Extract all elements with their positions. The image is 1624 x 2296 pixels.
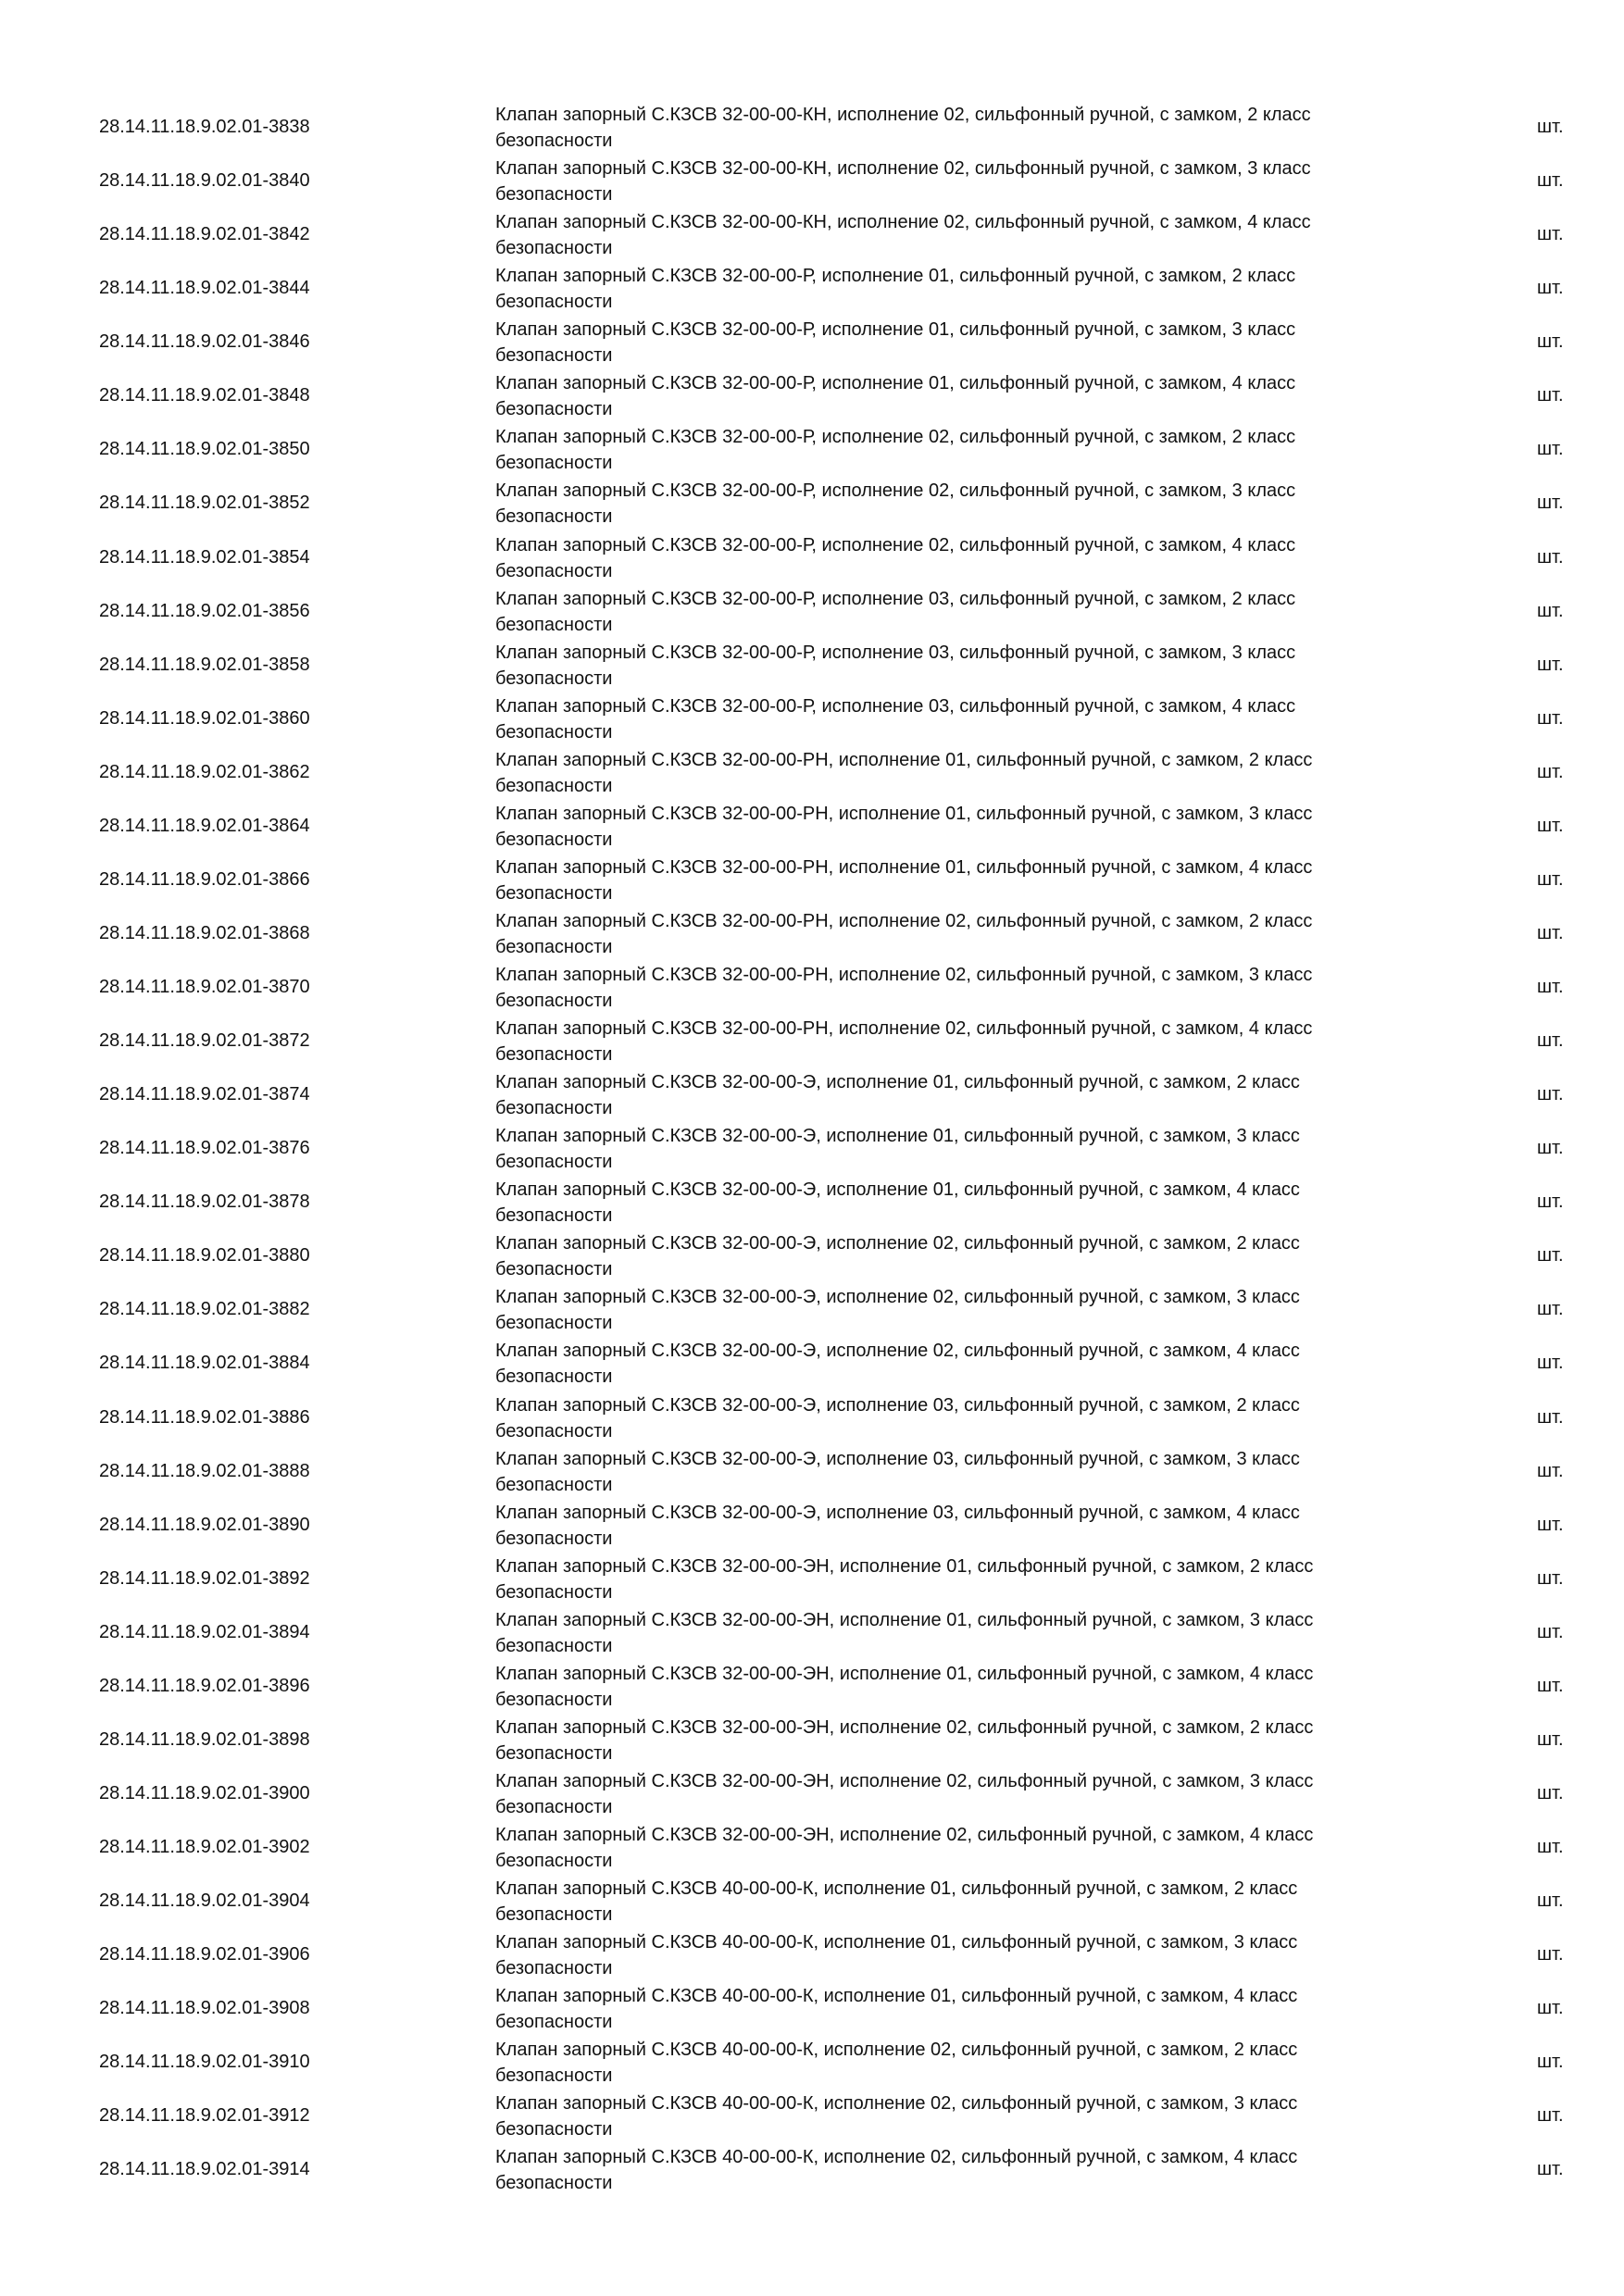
resource-description [495, 2037, 1421, 2089]
resource-description [495, 962, 1421, 1014]
description-line-1: Клапан запорный С.КЗСВ 32-00-00-КН, исполнение 02, сильфонный ручной, с замком, 4 класс [495, 212, 1311, 233]
table-row [0, 1874, 1624, 1928]
unit-of-measure: шт. [1537, 1460, 1564, 1481]
description-line-1: Клапан запорный С.КЗСВ 40-00-00-К, исполнение 02, сильфонный ручной, с замком, 4 класс [495, 2147, 1298, 2168]
unit-of-measure: шт. [1537, 493, 1564, 514]
table-row [0, 476, 1624, 530]
unit-of-measure: шт. [1537, 1514, 1564, 1535]
unit-of-measure: шт. [1537, 1406, 1564, 1428]
description-line-2: безопасности [495, 1742, 613, 1764]
description-line-1: Клапан запорный С.КЗСВ 32-00-00-РН, исполнение 01, сильфонный ручной, с замком, 3 класс [495, 803, 1313, 824]
unit-of-measure: шт. [1537, 1837, 1564, 1857]
table-row [0, 1713, 1624, 1766]
description-line-1: Клапан запорный С.КЗСВ 32-00-00-Э, исполнение 03, сильфонный ручной, с замком, 3 класс [495, 1448, 1300, 1469]
table-row [0, 1444, 1624, 1498]
table-row [0, 1928, 1624, 1981]
table-row [0, 154, 1624, 207]
unit-of-measure: шт. [1537, 707, 1564, 729]
description-line-2: безопасности [495, 1259, 613, 1280]
description-line-2: безопасности [495, 882, 613, 904]
resource-description [495, 1768, 1421, 1820]
description-line-2: безопасности [495, 775, 613, 796]
resource-code: 28.14.11.18.9.02.01-3886 [99, 1406, 310, 1428]
resource-code: 28.14.11.18.9.02.01-3868 [99, 922, 310, 943]
unit-of-measure: шт. [1537, 1030, 1564, 1052]
resource-description [495, 2144, 1421, 2196]
resource-description [495, 801, 1421, 853]
resource-description [495, 2090, 1421, 2142]
description-line-1: Клапан запорный С.КЗСВ 32-00-00-Э, исполнение 02, сильфонный ручной, с замком, 2 класс [495, 1233, 1300, 1254]
table-row [0, 745, 1624, 799]
table-row [0, 1121, 1624, 1175]
unit-of-measure: шт. [1537, 1299, 1564, 1320]
unit-of-measure: шт. [1537, 385, 1564, 406]
description-line-2: безопасности [495, 1904, 613, 1926]
resource-description [495, 370, 1421, 422]
resource-code: 28.14.11.18.9.02.01-3900 [99, 1782, 310, 1803]
resource-code: 28.14.11.18.9.02.01-3906 [99, 1944, 310, 1965]
resource-description [495, 102, 1421, 154]
resource-description [495, 1392, 1421, 1444]
description-line-2: безопасности [495, 614, 613, 635]
resource-code: 28.14.11.18.9.02.01-3914 [99, 2159, 310, 2180]
resource-description [495, 1500, 1421, 1552]
table-row [0, 1229, 1624, 1282]
description-line-1: Клапан запорный С.КЗСВ 32-00-00-Э, исполнение 03, сильфонный ручной, с замком, 4 класс [495, 1502, 1300, 1523]
resource-description [495, 1230, 1421, 1282]
unit-of-measure: шт. [1537, 1621, 1564, 1642]
description-line-1: Клапан запорный С.КЗСВ 32-00-00-Э, исполнение 01, сильфонный ручной, с замком, 4 класс [495, 1179, 1300, 1201]
description-line-2: безопасности [495, 2119, 613, 2140]
resource-code: 28.14.11.18.9.02.01-3882 [99, 1299, 310, 1320]
table-row [0, 584, 1624, 638]
resource-code: 28.14.11.18.9.02.01-3852 [99, 493, 310, 514]
resource-description [495, 1069, 1421, 1121]
resource-code: 28.14.11.18.9.02.01-3838 [99, 117, 310, 137]
description-line-2: безопасности [495, 2012, 613, 2033]
unit-of-measure: шт. [1537, 815, 1564, 836]
table-row [0, 906, 1624, 960]
table-row [0, 1605, 1624, 1659]
resource-description [495, 317, 1421, 368]
description-line-2: безопасности [495, 1958, 613, 1979]
description-line-1: Клапан запорный С.КЗСВ 32-00-00-КН, исполнение 02, сильфонный ручной, с замком, 3 класс [495, 158, 1311, 180]
unit-of-measure: шт. [1537, 1728, 1564, 1750]
resource-description [495, 747, 1421, 799]
table-row [0, 853, 1624, 906]
unit-of-measure: шт. [1537, 331, 1564, 353]
description-line-2: безопасности [495, 399, 613, 420]
unit-of-measure: шт. [1537, 2159, 1564, 2180]
resource-code: 28.14.11.18.9.02.01-3840 [99, 170, 310, 192]
unit-of-measure: шт. [1537, 600, 1564, 621]
resource-code: 28.14.11.18.9.02.01-3858 [99, 654, 310, 675]
description-line-1: Клапан запорный С.КЗСВ 32-00-00-ЭН, исполнение 02, сильфонный ручной, с замком, 4 класс [495, 1825, 1314, 1845]
resource-description [495, 1607, 1421, 1659]
description-line-1: Клапан запорный С.КЗСВ 32-00-00-ЭН, исполнение 01, сильфонный ручной, с замком, 2 класс [495, 1555, 1314, 1577]
unit-of-measure: шт. [1537, 117, 1564, 137]
description-line-1: Клапан запорный С.КЗСВ 32-00-00-Э, исполнение 01, сильфонный ручной, с замком, 3 класс [495, 1126, 1300, 1147]
description-line-1: Клапан запорный С.КЗСВ 32-00-00-Э, исполнение 02, сильфонный ручной, с замком, 4 класс [495, 1341, 1300, 1362]
unit-of-measure: шт. [1537, 170, 1564, 192]
table-row [0, 422, 1624, 476]
table-row [0, 1552, 1624, 1605]
description-line-2: безопасности [495, 1851, 613, 1871]
table-row [0, 1766, 1624, 1820]
description-line-1: Клапан запорный С.КЗСВ 32-00-00-Р, исполнение 01, сильфонный ручной, с замком, 4 класс [495, 373, 1296, 394]
description-line-1: Клапан запорный С.КЗСВ 32-00-00-Р, исполнение 02, сильфонный ручной, с замком, 2 класс [495, 427, 1296, 448]
description-line-1: Клапан запорный С.КЗСВ 32-00-00-ЭН, исполнение 02, сильфонный ручной, с замком, 3 класс [495, 1770, 1314, 1791]
table-row [0, 1498, 1624, 1552]
resource-description [495, 1446, 1421, 1498]
description-line-1: Клапан запорный С.КЗСВ 32-00-00-РН, исполнение 01, сильфонный ручной, с замком, 4 класс [495, 856, 1313, 878]
resource-description [495, 1338, 1421, 1390]
description-line-1: Клапан запорный С.КЗСВ 32-00-00-Э, исполнение 01, сильфонный ручной, с замком, 2 класс [495, 1072, 1300, 1093]
resource-code: 28.14.11.18.9.02.01-3884 [99, 1353, 310, 1374]
description-line-1: Клапан запорный С.КЗСВ 40-00-00-К, исполнение 01, сильфонный ручной, с замком, 4 класс [495, 1986, 1298, 2007]
description-line-2: безопасности [495, 560, 613, 581]
description-line-1: Клапан запорный С.КЗСВ 32-00-00-КН, исполнение 02, сильфонный ручной, с замком, 2 класс [495, 105, 1311, 125]
resource-code: 28.14.11.18.9.02.01-3898 [99, 1728, 310, 1750]
unit-of-measure: шт. [1537, 224, 1564, 245]
table-row [0, 1282, 1624, 1336]
resource-description [495, 1661, 1421, 1713]
unit-of-measure: шт. [1537, 2105, 1564, 2127]
description-line-2: безопасности [495, 668, 613, 689]
unit-of-measure: шт. [1537, 439, 1564, 460]
unit-of-measure: шт. [1537, 1944, 1564, 1965]
table-row [0, 692, 1624, 745]
description-line-2: безопасности [495, 1044, 613, 1066]
table-row [0, 2089, 1624, 2142]
resource-code: 28.14.11.18.9.02.01-3872 [99, 1030, 310, 1052]
description-line-1: Клапан запорный С.КЗСВ 32-00-00-Э, исполнение 02, сильфонный ручной, с замком, 3 класс [495, 1287, 1300, 1308]
resource-description [495, 640, 1421, 692]
description-line-2: безопасности [495, 1152, 613, 1173]
resource-description [495, 1123, 1421, 1175]
unit-of-measure: шт. [1537, 654, 1564, 675]
resource-description [495, 1715, 1421, 1766]
resource-code: 28.14.11.18.9.02.01-3908 [99, 1998, 310, 2019]
resource-description [495, 263, 1421, 315]
resource-code: 28.14.11.18.9.02.01-3870 [99, 977, 310, 997]
unit-of-measure: шт. [1537, 977, 1564, 997]
description-line-2: безопасности [495, 238, 613, 259]
table-row [0, 368, 1624, 422]
resource-code: 28.14.11.18.9.02.01-3874 [99, 1084, 310, 1105]
description-line-2: безопасности [495, 1205, 613, 1227]
unit-of-measure: шт. [1537, 1245, 1564, 1267]
resource-code: 28.14.11.18.9.02.01-3878 [99, 1192, 310, 1213]
resource-code: 28.14.11.18.9.02.01-3862 [99, 761, 310, 782]
resource-description [495, 1822, 1421, 1874]
description-line-2: безопасности [495, 1635, 613, 1656]
unit-of-measure: шт. [1537, 1084, 1564, 1105]
description-line-1: Клапан запорный С.КЗСВ 32-00-00-ЭН, исполнение 01, сильфонный ручной, с замком, 4 класс [495, 1663, 1314, 1684]
description-line-2: безопасности [495, 1689, 613, 1710]
unit-of-measure: шт. [1537, 1192, 1564, 1213]
resource-description [495, 156, 1421, 207]
resource-code: 28.14.11.18.9.02.01-3842 [99, 224, 310, 245]
description-line-2: безопасности [495, 936, 613, 957]
description-line-2: безопасности [495, 721, 613, 742]
unit-of-measure: шт. [1537, 1890, 1564, 1912]
description-line-1: Клапан запорный С.КЗСВ 32-00-00-РН, исполнение 01, сильфонный ручной, с замком, 2 класс [495, 749, 1313, 770]
resource-code: 28.14.11.18.9.02.01-3890 [99, 1514, 310, 1535]
table-row [0, 1981, 1624, 2035]
table-row [0, 1014, 1624, 1067]
resource-code: 28.14.11.18.9.02.01-3848 [99, 385, 310, 406]
description-line-2: безопасности [495, 1796, 613, 1817]
resource-description [495, 908, 1421, 960]
table-row [0, 100, 1624, 154]
resource-description [495, 855, 1421, 906]
resource-code: 28.14.11.18.9.02.01-3880 [99, 1245, 310, 1267]
resource-code: 28.14.11.18.9.02.01-3894 [99, 1621, 310, 1642]
description-line-2: безопасности [495, 829, 613, 850]
description-line-2: безопасности [495, 345, 613, 367]
resource-code: 28.14.11.18.9.02.01-3860 [99, 707, 310, 729]
resource-code: 28.14.11.18.9.02.01-3892 [99, 1567, 310, 1589]
resource-code: 28.14.11.18.9.02.01-3850 [99, 439, 310, 460]
resource-description [495, 1983, 1421, 2035]
description-line-1: Клапан запорный С.КЗСВ 32-00-00-ЭН, исполнение 01, сильфонный ручной, с замком, 3 класс [495, 1609, 1314, 1630]
resource-code: 28.14.11.18.9.02.01-3902 [99, 1837, 310, 1857]
description-line-1: Клапан запорный С.КЗСВ 32-00-00-РН, исполнение 02, сильфонный ручной, с замком, 4 класс [495, 1018, 1313, 1040]
resource-code: 28.14.11.18.9.02.01-3866 [99, 868, 310, 890]
description-line-1: Клапан запорный С.КЗСВ 40-00-00-К, исполнение 01, сильфонный ручной, с замком, 3 класс [495, 1932, 1298, 1953]
table-row [0, 1336, 1624, 1390]
description-line-1: Клапан запорный С.КЗСВ 32-00-00-Р, исполнение 02, сильфонный ручной, с замком, 4 класс [495, 534, 1296, 555]
description-line-2: безопасности [495, 991, 613, 1011]
description-line-2: безопасности [495, 1420, 613, 1441]
description-line-2: безопасности [495, 1581, 613, 1603]
description-line-1: Клапан запорный С.КЗСВ 40-00-00-К, исполнение 02, сильфонный ручной, с замком, 2 класс [495, 2040, 1298, 2061]
resource-description [495, 1177, 1421, 1229]
resource-description [495, 478, 1421, 530]
description-line-1: Клапан запорный С.КЗСВ 32-00-00-Р, исполнение 03, сильфонный ручной, с замком, 3 класс [495, 642, 1296, 663]
description-line-2: безопасности [495, 453, 613, 474]
unit-of-measure: шт. [1537, 278, 1564, 299]
unit-of-measure: шт. [1537, 546, 1564, 568]
resource-code: 28.14.11.18.9.02.01-3888 [99, 1460, 310, 1481]
resource-description [495, 209, 1421, 261]
description-line-2: безопасности [495, 2065, 613, 2087]
description-line-2: безопасности [495, 1098, 613, 1119]
table-row [0, 960, 1624, 1014]
unit-of-measure: шт. [1537, 922, 1564, 943]
resource-code: 28.14.11.18.9.02.01-3896 [99, 1675, 310, 1696]
unit-of-measure: шт. [1537, 1353, 1564, 1374]
resource-code: 28.14.11.18.9.02.01-3864 [99, 815, 310, 836]
resource-description [495, 532, 1421, 584]
table-row [0, 207, 1624, 261]
description-line-2: безопасности [495, 292, 613, 313]
unit-of-measure: шт. [1537, 1998, 1564, 2019]
price-list-table [0, 100, 1624, 2196]
description-line-1: Клапан запорный С.КЗСВ 32-00-00-ЭН, исполнение 02, сильфонный ручной, с замком, 2 класс [495, 1716, 1314, 1738]
description-line-1: Клапан запорный С.КЗСВ 40-00-00-К, исполнение 01, сильфонный ручной, с замком, 2 класс [495, 1878, 1298, 1900]
resource-code: 28.14.11.18.9.02.01-3854 [99, 546, 310, 568]
description-line-2: безопасности [495, 2173, 613, 2194]
resource-description [495, 586, 1421, 638]
table-row [0, 530, 1624, 584]
description-line-2: безопасности [495, 184, 613, 206]
resource-code: 28.14.11.18.9.02.01-3904 [99, 1890, 310, 1912]
resource-description [495, 424, 1421, 476]
unit-of-measure: шт. [1537, 1567, 1564, 1589]
table-row [0, 1820, 1624, 1874]
description-line-1: Клапан запорный С.КЗСВ 32-00-00-Р, исполнение 01, сильфонный ручной, с замком, 3 класс [495, 319, 1296, 341]
table-row [0, 315, 1624, 368]
table-row [0, 638, 1624, 692]
table-row [0, 261, 1624, 315]
unit-of-measure: шт. [1537, 2052, 1564, 2073]
table-row [0, 1067, 1624, 1121]
table-row [0, 2035, 1624, 2089]
table-row [0, 799, 1624, 853]
description-line-2: безопасности [495, 1474, 613, 1495]
resource-code: 28.14.11.18.9.02.01-3910 [99, 2052, 310, 2073]
description-line-2: безопасности [495, 1366, 613, 1388]
description-line-2: безопасности [495, 506, 613, 528]
resource-description [495, 693, 1421, 745]
resource-description [495, 1284, 1421, 1336]
resource-description [495, 1876, 1421, 1928]
description-line-1: Клапан запорный С.КЗСВ 32-00-00-Р, исполнение 03, сильфонный ручной, с замком, 4 класс [495, 695, 1296, 717]
resource-code: 28.14.11.18.9.02.01-3876 [99, 1138, 310, 1159]
description-line-2: безопасности [495, 1528, 613, 1549]
table-row [0, 1175, 1624, 1229]
resource-code: 28.14.11.18.9.02.01-3856 [99, 600, 310, 621]
table-row [0, 1659, 1624, 1713]
table-row [0, 1391, 1624, 1444]
resource-description [495, 1929, 1421, 1981]
unit-of-measure: шт. [1537, 1675, 1564, 1696]
description-line-1: Клапан запорный С.КЗСВ 32-00-00-Э, исполнение 03, сильфонный ручной, с замком, 2 класс [495, 1394, 1300, 1416]
resource-code: 28.14.11.18.9.02.01-3846 [99, 331, 310, 353]
description-line-2: безопасности [495, 131, 613, 151]
description-line-1: Клапан запорный С.КЗСВ 32-00-00-Р, исполнение 01, сильфонный ручной, с замком, 2 класс [495, 266, 1296, 287]
unit-of-measure: шт. [1537, 1138, 1564, 1159]
unit-of-measure: шт. [1537, 1782, 1564, 1803]
resource-code: 28.14.11.18.9.02.01-3844 [99, 278, 310, 299]
resource-code: 28.14.11.18.9.02.01-3912 [99, 2105, 310, 2127]
resource-description [495, 1016, 1421, 1067]
resource-description [495, 1554, 1421, 1605]
description-line-1: Клапан запорный С.КЗСВ 32-00-00-Р, исполнение 02, сильфонный ручной, с замком, 3 класс [495, 480, 1296, 502]
description-line-1: Клапан запорный С.КЗСВ 32-00-00-РН, исполнение 02, сильфонный ручной, с замком, 2 класс [495, 910, 1313, 931]
unit-of-measure: шт. [1537, 761, 1564, 782]
unit-of-measure: шт. [1537, 868, 1564, 890]
description-line-1: Клапан запорный С.КЗСВ 32-00-00-РН, исполнение 02, сильфонный ручной, с замком, 3 класс [495, 965, 1313, 985]
table-row [0, 2142, 1624, 2196]
description-line-1: Клапан запорный С.КЗСВ 32-00-00-Р, исполнение 03, сильфонный ручной, с замком, 2 класс [495, 588, 1296, 609]
description-line-2: безопасности [495, 1313, 613, 1334]
description-line-1: Клапан запорный С.КЗСВ 40-00-00-К, исполнение 02, сильфонный ручной, с замком, 3 класс [495, 2093, 1298, 2115]
